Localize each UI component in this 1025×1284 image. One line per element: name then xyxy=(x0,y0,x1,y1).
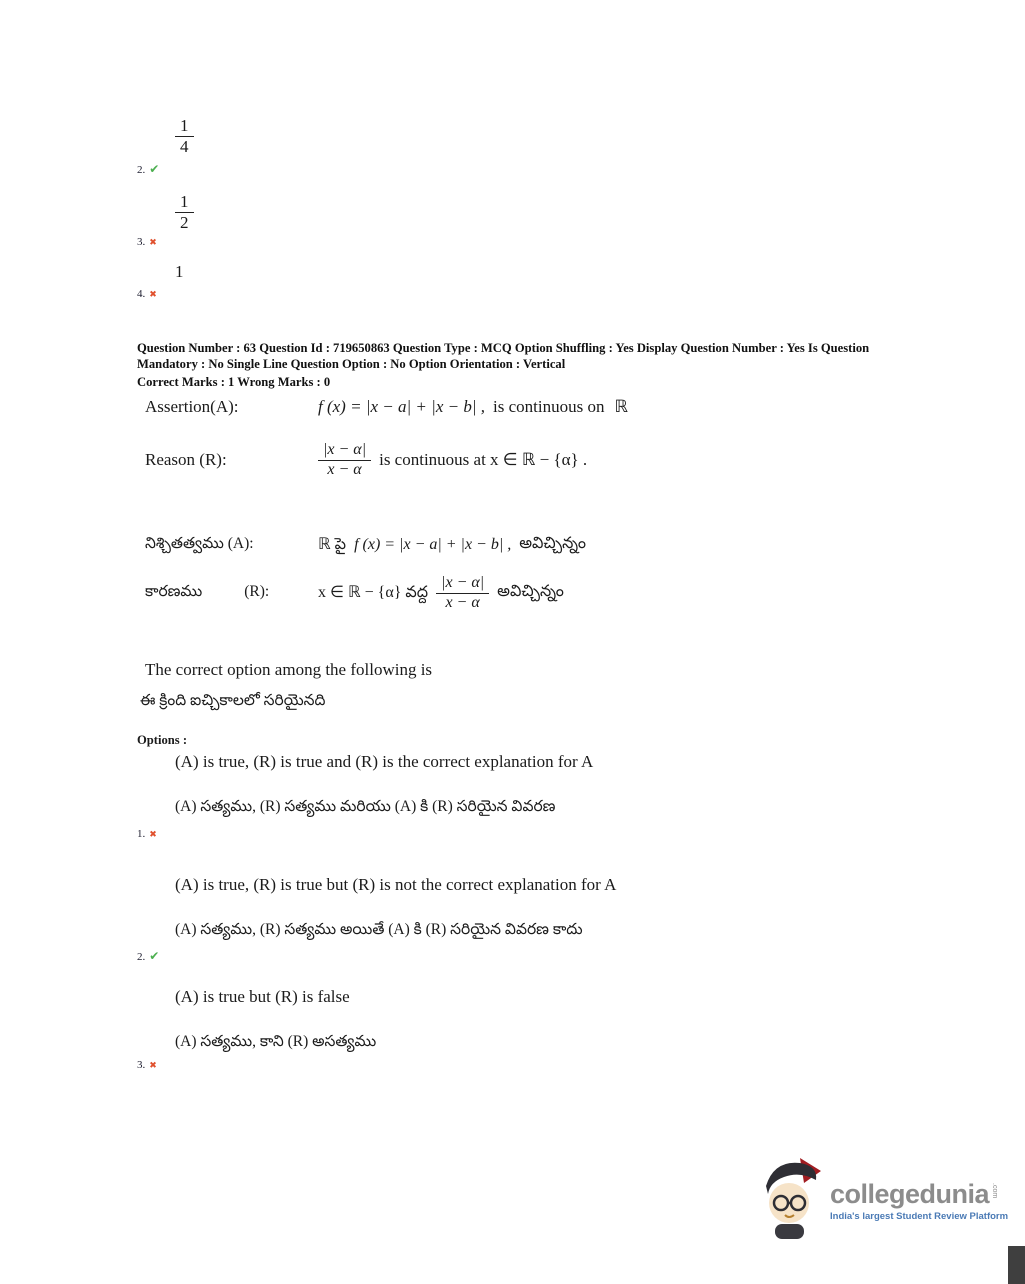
collegedunia-mascot-icon xyxy=(762,1158,822,1245)
options-label: Options : xyxy=(137,733,188,747)
option-2-english: (A) is true, (R) is true but (R) is not the correct explanation for A xyxy=(175,875,617,894)
fraction-numerator: 1 xyxy=(175,116,194,137)
brand-name: collegedunia xyxy=(830,1179,990,1209)
fraction-numerator: |x − α| xyxy=(436,574,489,594)
reason-text: is continuous at x ∈ ℝ − {α} . xyxy=(379,450,588,469)
fraction xyxy=(175,116,194,157)
brand-name-row xyxy=(830,1181,1008,1208)
option-3-english: (A) is true but (R) is false xyxy=(175,987,350,1006)
real-set-symbol: ℝ xyxy=(614,397,628,416)
option-index: 3. xyxy=(137,1059,146,1071)
assertion-pre-te: ℝ పై xyxy=(318,535,347,553)
fraction-denominator: x − α xyxy=(445,593,480,611)
option-1-tag xyxy=(137,828,157,840)
assertion-content-te xyxy=(318,534,586,557)
reason-label-word: కారణము xyxy=(145,582,203,600)
prompt-english: The correct option among the following is xyxy=(145,660,433,679)
reason-post-te: అవిచ్చిన్నం xyxy=(497,583,564,600)
wrong-mark-icon: ✖ xyxy=(149,830,157,840)
assertion-post-te: అవిచ్చిన్నం xyxy=(519,535,586,552)
reason-pre-te: x ∈ ℝ − {α} వద్ద xyxy=(318,583,429,601)
assertion-text: is continuous on xyxy=(493,397,605,416)
fraction-numerator: |x − α| xyxy=(318,441,371,461)
reason-row-en xyxy=(145,432,587,488)
fraction xyxy=(318,441,371,480)
fraction-numerator: 1 xyxy=(175,192,194,213)
option-index: 4. xyxy=(137,288,146,300)
fraction-denominator: x − α xyxy=(327,460,362,478)
wrong-mark-icon: ✖ xyxy=(149,290,157,300)
fraction xyxy=(436,574,489,613)
assertion-label-te: నిశ్చితత్వము (A): xyxy=(145,534,254,552)
option-index: 1. xyxy=(137,828,146,840)
correct-mark-icon: ✔ xyxy=(149,949,160,963)
option-index: 2. xyxy=(137,951,146,963)
option-value: 1 xyxy=(175,262,184,281)
assertion-row-te xyxy=(145,528,586,562)
prompt-telugu: ఈ క్రింది ఐచ్చికాలలో సరియైనది xyxy=(140,692,326,709)
reason-label-te xyxy=(145,583,318,604)
page-corner-strip xyxy=(1008,1246,1025,1284)
correct-mark-icon: ✔ xyxy=(149,162,160,176)
option-2-tag xyxy=(137,949,159,963)
reason-row-te xyxy=(145,562,564,624)
fraction xyxy=(175,192,194,233)
wrong-mark-icon: ✖ xyxy=(149,1061,157,1071)
option-tag xyxy=(137,288,157,300)
assertion-math-te: f (x) = |x − a| + |x − b| , xyxy=(354,536,512,553)
fraction-denominator: 4 xyxy=(180,137,189,157)
prev-option-2 xyxy=(137,116,267,176)
option-1-english: (A) is true, (R) is true and (R) is the correct explanation for A xyxy=(175,752,594,771)
assertion-label: Assertion(A): xyxy=(145,397,239,416)
option-index: 2. xyxy=(137,164,146,176)
option-1-telugu: (A) సత్యము, (R) సత్యము మరియు (A) కి (R) సరియైన వివరణ xyxy=(175,798,556,815)
fraction-denominator: 2 xyxy=(180,213,189,233)
option-3-telugu: (A) సత్యము, కాని (R) అసత్యము xyxy=(175,1033,377,1050)
wrong-mark-icon: ✖ xyxy=(149,238,157,248)
reason-label-r: (R): xyxy=(244,582,270,600)
prev-option-4 xyxy=(137,262,267,300)
assertion-content xyxy=(318,397,628,417)
reason-content-te xyxy=(318,574,564,613)
collegedunia-logo[interactable] xyxy=(762,1158,1017,1245)
option-tag xyxy=(137,162,159,176)
reason-content xyxy=(318,441,587,480)
brand-domain-suffix: .com xyxy=(991,1183,999,1199)
brand-text-block xyxy=(830,1181,1008,1222)
assertion-row-en xyxy=(145,390,628,424)
prev-option-3 xyxy=(137,192,267,248)
assertion-math: f (x) = |x − a| + |x − b| , xyxy=(318,397,486,416)
reason-label: Reason (R): xyxy=(145,450,227,469)
question-meta-line2: Correct Marks : 1 Wrong Marks : 0 xyxy=(137,375,331,389)
question-meta xyxy=(137,341,892,391)
option-index: 3. xyxy=(137,236,146,248)
option-tag xyxy=(137,236,157,248)
question-meta-line1: Question Number : 63 Question Id : 719650863 Question Type : MCQ Option Shuffling : Yes Display Question Number : Yes Is Question Mandatory : No Single Line Question Option : No Option Orientation : Vertical xyxy=(137,341,870,371)
brand-tagline: India's largest Student Review Platform xyxy=(830,1211,1009,1222)
option-3-tag xyxy=(137,1059,157,1071)
option-2-telugu: (A) సత్యము, (R) సత్యము అయితే (A) కి (R) సరియైన వివరణ కాదు xyxy=(175,921,583,938)
